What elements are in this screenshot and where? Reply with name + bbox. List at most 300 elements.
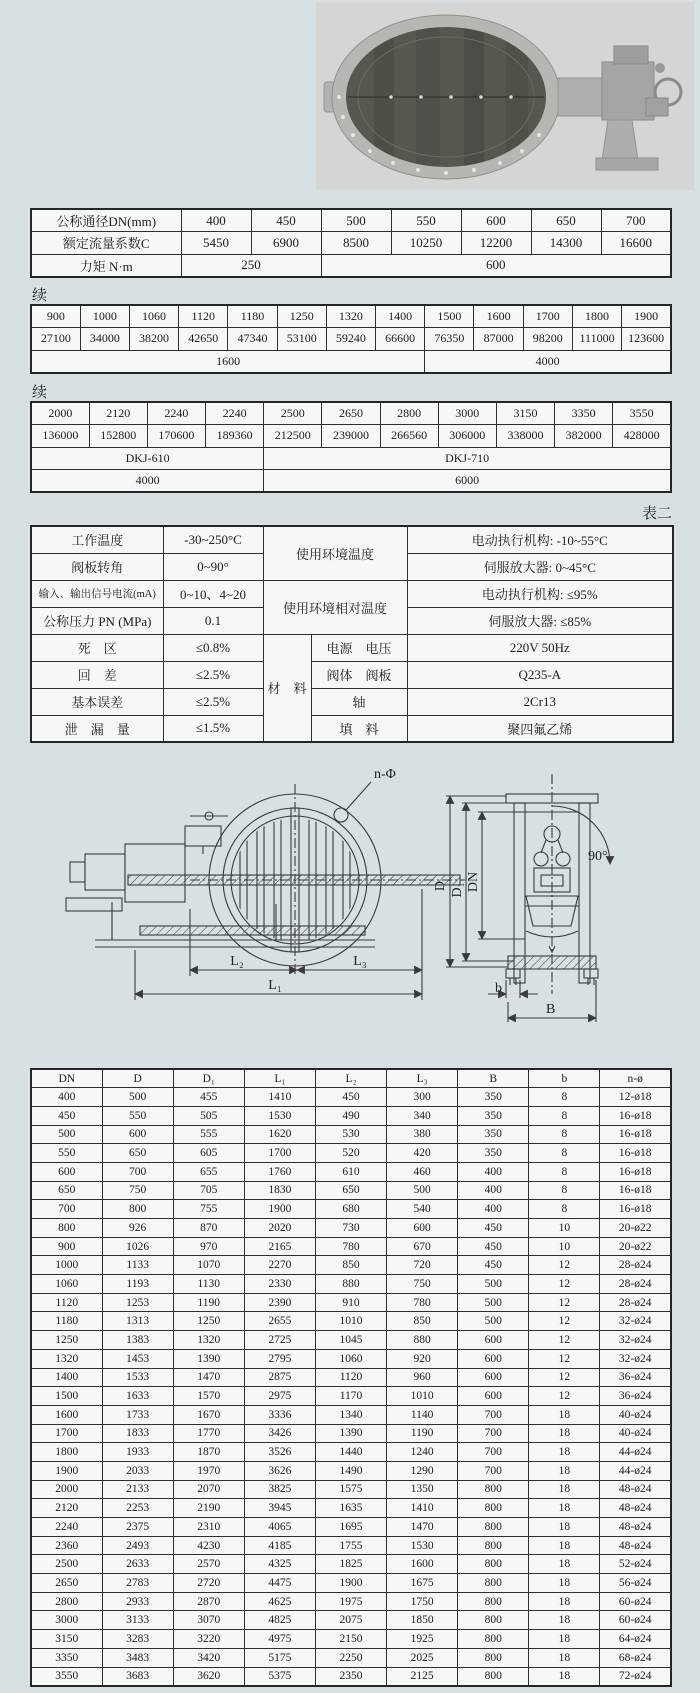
cell: 32-ø24: [600, 1312, 671, 1331]
cell: ≤2.5%: [163, 688, 263, 715]
cell: 阀板转角: [31, 553, 163, 580]
cell: ≤0.8%: [163, 634, 263, 661]
cell: 880: [315, 1275, 386, 1294]
cell: 2125: [387, 1667, 458, 1686]
cell: 189360: [206, 425, 264, 448]
cell: 8: [529, 1106, 600, 1125]
cell: 1600: [31, 350, 425, 373]
cell: 1530: [244, 1106, 315, 1125]
cell: 18: [529, 1648, 600, 1667]
cell: 1190: [387, 1424, 458, 1443]
cell: 18: [529, 1611, 600, 1630]
cell: 2870: [173, 1592, 244, 1611]
continued-label-2: 续: [32, 385, 48, 401]
cell: 600: [461, 209, 531, 232]
cell: 66600: [376, 328, 425, 351]
cell: 12: [529, 1387, 600, 1406]
cell: DKJ-710: [264, 447, 671, 470]
cell: 800: [458, 1555, 529, 1574]
cell: 20-ø22: [600, 1219, 671, 1238]
table-row: [31, 232, 671, 255]
cell: 材 料: [263, 634, 311, 742]
cell: 4065: [244, 1518, 315, 1537]
cell: 死 区: [31, 634, 163, 661]
cell: 450: [458, 1237, 529, 1256]
cell: 5175: [244, 1648, 315, 1667]
table-row: [31, 1405, 671, 1424]
header-cell: n-ø: [600, 1069, 671, 1088]
cell: 1120: [179, 305, 228, 328]
table-row: [31, 1088, 671, 1107]
cell: 68-ø24: [600, 1648, 671, 1667]
cell: 600: [458, 1331, 529, 1350]
cell: 700: [102, 1162, 173, 1181]
cell: 1060: [315, 1349, 386, 1368]
cell: 2800: [380, 402, 438, 425]
cell: 239000: [322, 425, 380, 448]
table-row: [31, 526, 673, 553]
cell: 111000: [572, 328, 621, 351]
table-row: [31, 305, 671, 328]
cell: 0~10、4~20: [163, 580, 263, 607]
cell: 450: [251, 209, 321, 232]
cell: 720: [387, 1256, 458, 1275]
cell: 1770: [173, 1424, 244, 1443]
cell: 1400: [376, 305, 425, 328]
cell: Q235-A: [407, 661, 673, 688]
cell: 400: [31, 1088, 102, 1107]
cell: 266560: [380, 425, 438, 448]
cell: 2795: [244, 1349, 315, 1368]
cell: 3420: [173, 1648, 244, 1667]
header-cell: D₁: [173, 1069, 244, 1088]
table-row: [31, 715, 673, 742]
cell: 52-ø24: [600, 1555, 671, 1574]
table-row: [31, 1256, 671, 1275]
cell: 16-ø18: [600, 1106, 671, 1125]
header-cell: DN: [31, 1069, 102, 1088]
cell: 10250: [391, 232, 461, 255]
cell: 400: [458, 1181, 529, 1200]
cell: 18: [529, 1405, 600, 1424]
table-row: [31, 1144, 671, 1163]
cell: 600: [321, 254, 671, 277]
cell: 1120: [315, 1368, 386, 1387]
cell: 40-ø24: [600, 1424, 671, 1443]
cell: 8: [529, 1162, 600, 1181]
cell: 2190: [173, 1499, 244, 1518]
cell: 1800: [572, 305, 621, 328]
cell: 2650: [31, 1574, 102, 1593]
cell: 600: [387, 1219, 458, 1238]
cell: 500: [387, 1181, 458, 1200]
front-view: [446, 774, 610, 1022]
cell: 1383: [102, 1331, 173, 1350]
cell: 1180: [31, 1312, 102, 1331]
cell: 800: [458, 1574, 529, 1593]
cell: 3070: [173, 1611, 244, 1630]
cell: 27100: [31, 328, 80, 351]
cell: 18: [529, 1499, 600, 1518]
cell: 6900: [251, 232, 321, 255]
cell: 540: [387, 1200, 458, 1219]
cell: 2240: [31, 1518, 102, 1537]
cell: 850: [315, 1256, 386, 1275]
cell: 800: [458, 1536, 529, 1555]
table-two-label: 表二: [641, 506, 672, 522]
flow-coefficient-table-3: [30, 401, 672, 493]
cell: 16-ø18: [600, 1125, 671, 1144]
cell: 1530: [387, 1536, 458, 1555]
cell: 使用环境相对温度: [263, 580, 407, 634]
cell: 8: [529, 1200, 600, 1219]
cell: 1670: [173, 1405, 244, 1424]
cell: 34000: [80, 328, 129, 351]
cell: 650: [531, 209, 601, 232]
cell: 2493: [102, 1536, 173, 1555]
cell: 泄 漏 量: [31, 715, 163, 742]
cell: 800: [458, 1499, 529, 1518]
table-row: [31, 1592, 671, 1611]
cell: 700: [458, 1461, 529, 1480]
cell: 1440: [315, 1443, 386, 1462]
cell: 800: [458, 1667, 529, 1686]
cell: 2570: [173, 1555, 244, 1574]
cell: 610: [315, 1162, 386, 1181]
cell: 5450: [181, 232, 251, 255]
cell: 350: [458, 1106, 529, 1125]
table-row: [31, 1368, 671, 1387]
table-row: [31, 1293, 671, 1312]
cell: 1635: [315, 1499, 386, 1518]
cell: 10: [529, 1219, 600, 1238]
dim-label-B: B: [546, 1002, 556, 1017]
cell: 530: [315, 1125, 386, 1144]
continued-label-1: 续: [32, 288, 48, 304]
cell: 670: [387, 1237, 458, 1256]
cell: 3283: [102, 1630, 173, 1649]
cell: 1070: [173, 1256, 244, 1275]
cell: 420: [387, 1144, 458, 1163]
cell: 428000: [613, 425, 671, 448]
dim-label-l2: L₂: [230, 954, 244, 969]
cell: 460: [387, 1162, 458, 1181]
cell: 2270: [244, 1256, 315, 1275]
cell: 8500: [321, 232, 391, 255]
cell: 2033: [102, 1461, 173, 1480]
cell: 60-ø24: [600, 1611, 671, 1630]
cell: 2Cr13: [407, 688, 673, 715]
cell: 2800: [31, 1592, 102, 1611]
cell: 18: [529, 1592, 600, 1611]
cell: 1240: [387, 1443, 458, 1462]
cell: 1850: [387, 1611, 458, 1630]
cell: 1675: [387, 1574, 458, 1593]
cell: 1600: [387, 1555, 458, 1574]
cell: 53100: [277, 328, 326, 351]
table-row: [31, 1611, 671, 1630]
cell: 450: [315, 1088, 386, 1107]
cell: 3620: [173, 1667, 244, 1686]
cell: 28-ø24: [600, 1275, 671, 1294]
cell: 公称通径DN(mm): [31, 209, 181, 232]
cell: 18: [529, 1536, 600, 1555]
cell: 1000: [31, 1256, 102, 1275]
table-row: [31, 1200, 671, 1219]
cell: 72-ø24: [600, 1667, 671, 1686]
cell: 20-ø22: [600, 1237, 671, 1256]
cell: 4475: [244, 1574, 315, 1593]
dim-label-l1: L₁: [268, 978, 282, 993]
cell: 12: [529, 1275, 600, 1294]
cell: 12: [529, 1331, 600, 1350]
cell: 1410: [244, 1088, 315, 1107]
table-row: [31, 1237, 671, 1256]
cell: 76350: [425, 328, 474, 351]
table-row: [31, 1106, 671, 1125]
cell: 16-ø18: [600, 1200, 671, 1219]
cell: 505: [173, 1106, 244, 1125]
cell: 3000: [438, 402, 496, 425]
cell: 2240: [206, 402, 264, 425]
cell: 2000: [31, 402, 89, 425]
cell: 600: [458, 1349, 529, 1368]
cell: 600: [31, 1162, 102, 1181]
cell: 550: [102, 1106, 173, 1125]
specifications-table: [30, 525, 674, 743]
cell: 2025: [387, 1648, 458, 1667]
cell: 64-ø24: [600, 1630, 671, 1649]
cell: 2350: [315, 1667, 386, 1686]
cell: 1313: [102, 1312, 173, 1331]
cell: 59240: [326, 328, 375, 351]
flow-coefficient-table-1: [30, 208, 672, 278]
cell: 伺服放大器: ≤85%: [407, 607, 673, 634]
cell: 4230: [173, 1536, 244, 1555]
cell: 4185: [244, 1536, 315, 1555]
cell: 1870: [173, 1443, 244, 1462]
cell: 1570: [173, 1387, 244, 1406]
cell: 3336: [244, 1405, 315, 1424]
cell: 3350: [555, 402, 613, 425]
cell: 1250: [173, 1312, 244, 1331]
cell: 18: [529, 1461, 600, 1480]
header-cell: b: [529, 1069, 600, 1088]
cell: 1045: [315, 1331, 386, 1350]
cell: 16600: [601, 232, 671, 255]
cell: 2000: [31, 1480, 102, 1499]
cell: 755: [173, 1200, 244, 1219]
table-row: [31, 350, 671, 373]
table-row: [31, 447, 671, 470]
table-row: [31, 1424, 671, 1443]
cell: 705: [173, 1181, 244, 1200]
cell: 48-ø24: [600, 1536, 671, 1555]
cell: 1410: [387, 1499, 458, 1518]
cell: ≤1.5%: [163, 715, 263, 742]
cell: 40-ø24: [600, 1405, 671, 1424]
cell: 87000: [474, 328, 523, 351]
cell: 1290: [387, 1461, 458, 1480]
table-row: [31, 1667, 671, 1686]
cell: 2650: [322, 402, 380, 425]
dim-label-dn: DN: [466, 871, 481, 893]
cell: 12: [529, 1312, 600, 1331]
cell: 基本误差: [31, 688, 163, 715]
cell: 3350: [31, 1648, 102, 1667]
cell: 450: [31, 1106, 102, 1125]
cell: 650: [102, 1144, 173, 1163]
cell: 730: [315, 1219, 386, 1238]
cell: 1533: [102, 1368, 173, 1387]
cell: 98200: [523, 328, 572, 351]
cell: 4975: [244, 1630, 315, 1649]
cell: 1470: [173, 1368, 244, 1387]
cell: 12: [529, 1256, 600, 1275]
cell: 18: [529, 1630, 600, 1649]
cell: 4325: [244, 1555, 315, 1574]
header-cell: L₂: [315, 1069, 386, 1088]
cell: 32-ø24: [600, 1331, 671, 1350]
cell: 0.1: [163, 607, 263, 634]
cell: 3683: [102, 1667, 173, 1686]
cell: 1340: [315, 1405, 386, 1424]
cell: 回 差: [31, 661, 163, 688]
cell: 1320: [326, 305, 375, 328]
cell: 1633: [102, 1387, 173, 1406]
table-row: [31, 1630, 671, 1649]
cell: 电动执行机构: ≤95%: [407, 580, 673, 607]
cell: 2633: [102, 1555, 173, 1574]
cell: 455: [173, 1088, 244, 1107]
cell: 1250: [277, 305, 326, 328]
header-cell: B: [458, 1069, 529, 1088]
table-row: [31, 1349, 671, 1368]
cell: 382000: [555, 425, 613, 448]
cell: 44-ø24: [600, 1443, 671, 1462]
cell: 800: [458, 1518, 529, 1537]
cell: 2240: [147, 402, 205, 425]
table-row: [31, 1162, 671, 1181]
cell: 970: [173, 1237, 244, 1256]
table-row: [31, 1275, 671, 1294]
cell: 450: [458, 1219, 529, 1238]
table-row: [31, 470, 671, 493]
cell: 2500: [31, 1555, 102, 1574]
cell: 350: [458, 1144, 529, 1163]
cell: 1933: [102, 1443, 173, 1462]
cell: 1470: [387, 1518, 458, 1537]
cell: 电源 电压: [311, 634, 407, 661]
table-row: [31, 1331, 671, 1350]
cell: 3133: [102, 1611, 173, 1630]
cell: 60-ø24: [600, 1592, 671, 1611]
cell: 600: [458, 1368, 529, 1387]
cell: 1170: [315, 1387, 386, 1406]
cell: 32-ø24: [600, 1349, 671, 1368]
cell: 500: [102, 1088, 173, 1107]
cell: 1800: [31, 1443, 102, 1462]
cell: 47340: [228, 328, 277, 351]
cell: 1250: [31, 1331, 102, 1350]
cell: 1000: [80, 305, 129, 328]
cell: 1830: [244, 1181, 315, 1200]
cell: 2360: [31, 1536, 102, 1555]
cell: 8: [529, 1181, 600, 1200]
cell: 900: [31, 1237, 102, 1256]
cell: 28-ø24: [600, 1293, 671, 1312]
cell: 340: [387, 1106, 458, 1125]
cell: 1320: [173, 1331, 244, 1350]
cell: 2075: [315, 1611, 386, 1630]
cell: 1700: [31, 1424, 102, 1443]
cell: 工作温度: [31, 526, 163, 553]
cell: 48-ø24: [600, 1480, 671, 1499]
dimensions-table: [30, 1068, 672, 1687]
cell: 550: [31, 1144, 102, 1163]
cell: 3825: [244, 1480, 315, 1499]
cell: 4000: [31, 470, 264, 493]
cell: 2390: [244, 1293, 315, 1312]
cell: 3550: [31, 1667, 102, 1686]
cell: DKJ-610: [31, 447, 264, 470]
cell: 1733: [102, 1405, 173, 1424]
cell: 650: [31, 1181, 102, 1200]
dim-label-d1: D₁: [450, 882, 465, 898]
cell: 12: [529, 1368, 600, 1387]
cell: 力矩 N·m: [31, 254, 181, 277]
cell: 400: [181, 209, 251, 232]
cell: 2725: [244, 1331, 315, 1350]
cell: 1575: [315, 1480, 386, 1499]
cell: 3483: [102, 1648, 173, 1667]
cell: 1755: [315, 1536, 386, 1555]
cell: 3150: [496, 402, 554, 425]
cell: 1600: [474, 305, 523, 328]
cell: 250: [181, 254, 321, 277]
cell: 600: [458, 1387, 529, 1406]
cell: 使用环境温度: [263, 526, 407, 580]
cell: 2253: [102, 1499, 173, 1518]
bolt-holes-label: n-Φ: [374, 767, 396, 782]
cell: 38200: [129, 328, 178, 351]
cell: 2783: [102, 1574, 173, 1593]
cell: 2020: [244, 1219, 315, 1238]
cell: 1390: [315, 1424, 386, 1443]
cell: 1140: [387, 1405, 458, 1424]
table-row: [31, 661, 673, 688]
cell: 800: [458, 1611, 529, 1630]
cell: 18: [529, 1667, 600, 1686]
flow-coefficient-table-2: [30, 304, 672, 374]
dim-label-b: b: [495, 981, 502, 996]
cell: 18: [529, 1555, 600, 1574]
cell: 公称压力 PN (MPa): [31, 607, 163, 634]
cell: 36-ø24: [600, 1387, 671, 1406]
cell: 1120: [31, 1293, 102, 1312]
table-header-row: [31, 1069, 671, 1088]
cell: 680: [315, 1200, 386, 1219]
cell: 1500: [425, 305, 474, 328]
table-row: [31, 1499, 671, 1518]
cell: 输入、输出信号电流(mA): [31, 580, 163, 607]
cell: 18: [529, 1574, 600, 1593]
cell: 2375: [102, 1518, 173, 1537]
cell: 1060: [31, 1275, 102, 1294]
dim-label-l3: L₃: [353, 954, 367, 969]
cell: 136000: [31, 425, 89, 448]
cell: 870: [173, 1219, 244, 1238]
